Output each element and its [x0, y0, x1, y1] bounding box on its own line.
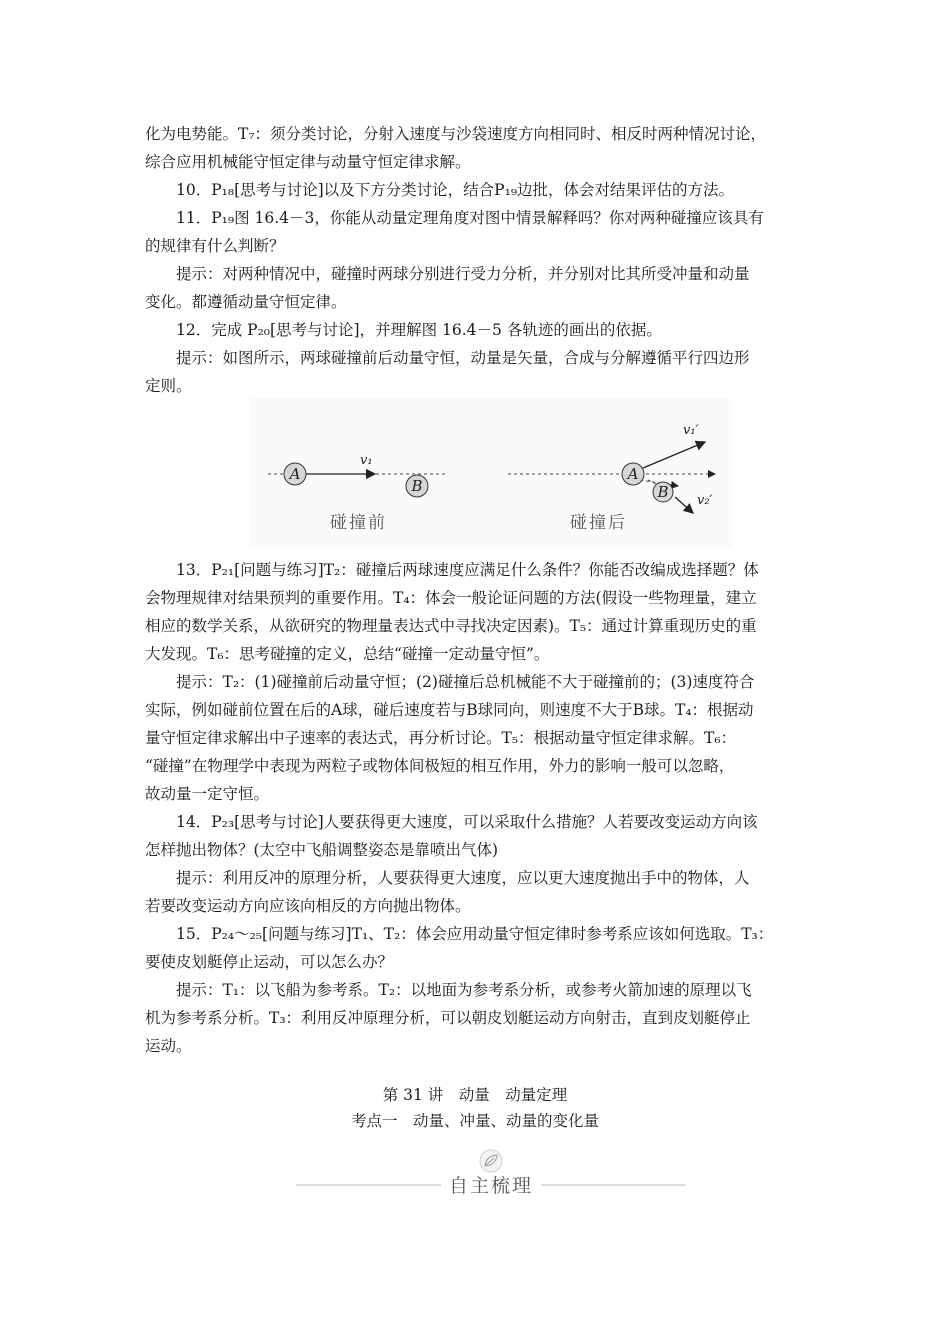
v1-prime-arrow: [643, 442, 705, 468]
item-14-hint: [145, 864, 810, 920]
text-line: 相应的数学关系，从欲研究的物理量表达式中寻找决定因素)。T₅：通过计算重现历史的重: [145, 617, 757, 635]
item-12-hint: [145, 344, 810, 400]
text-line: 11．P₁₉图 16.4－3，你能从动量定理角度对图中情景解释吗？你对两种碰撞应该具有: [176, 209, 764, 227]
item-14: [145, 808, 810, 864]
item-15-hint: [145, 976, 810, 1060]
item-12: [145, 316, 810, 344]
text-line: 故动量一定守恒。: [145, 785, 270, 803]
text-line: 13．P₂₁[问题与练习]T₂：碰撞后两球速度应满足什么条件？你能否改编成选择题？体: [176, 561, 759, 579]
item-13-hint: [145, 668, 810, 808]
text-line: 会物理规律对结果预判的重要作用。T₄：体会一般论证问题的方法(假设一些物理量，建立: [145, 589, 757, 607]
ball-b-after-label: B: [657, 483, 669, 501]
text-line: 运动。: [145, 1037, 192, 1055]
text-line: 提示：如图所示，两球碰撞前后动量守恒，动量是矢量，合成与分解遵循平行四边形: [176, 349, 750, 367]
text-line: 12．完成 P₂₀[思考与讨论]，并理解图 16.4－5 各轨迹的画出的依据。: [176, 321, 662, 339]
v1-label: v₁: [360, 453, 373, 468]
self-study-banner: [296, 1146, 686, 1212]
v2-prime-label: v₂′: [697, 493, 713, 508]
caption-after: 碰撞后: [570, 513, 627, 533]
text-line: 若要改变运动方向应该向相反的方向抛出物体。: [145, 897, 471, 915]
text-line: 变化。都遵循动量守恒定律。: [145, 293, 347, 311]
text-line: 提示：T₁：以飞船为参考系。T₂：以地面为参考系分析，或参考火箭加速的原理以飞: [176, 981, 752, 999]
v2-prime-arrow: [675, 497, 693, 513]
text-line: 14．P₂₃[思考与讨论]人要获得更大速度，可以采取什么措施？人若要改变运动方向该: [176, 813, 758, 831]
item-10: [145, 176, 810, 204]
item-11: [145, 204, 810, 260]
text-line: 提示：对两种情况中，碰撞时两球分别进行受力分析，并分别对比其所受冲量和动量: [176, 265, 750, 283]
collision-figure: [250, 398, 732, 548]
text-line: 要使皮划艇停止运动，可以怎么办？: [145, 953, 394, 971]
text-line: “碰撞”在物理学中表现为两粒子或物体间极短的相互作用，外力的影响一般可以忽略，: [145, 757, 735, 775]
item-11-hint: [145, 260, 810, 316]
text-line: 提示：T₂：(1)碰撞前后动量守恒；(2)碰撞后总机械能不大于碰撞前的；(3)速度符合: [176, 673, 755, 691]
ball-a-label: A: [289, 465, 301, 483]
section-title: 考点一 动量、冲量、动量的变化量: [350, 1112, 599, 1130]
text-line: 化为电势能。T₇：须分类讨论，分射入速度与沙袋速度方向相同时、相反时两种情况讨论，: [145, 125, 767, 143]
caption-before: 碰撞前: [330, 513, 387, 533]
text-line: 怎样抛出物体？(太空中飞船调整姿态是靠喷出气体): [145, 841, 499, 859]
ball-b-label: B: [411, 477, 423, 495]
ball-a-after-label: A: [627, 465, 639, 483]
paragraph-t7-continued: [145, 120, 810, 176]
text-line: 提示：利用反冲的原理分析，人要获得更大速度，应以更大速度抛出手中的物体，人: [176, 869, 750, 887]
banner-graphic: [296, 1146, 686, 1212]
v1-prime-label: v₁′: [683, 423, 699, 438]
text-line: 的规律有什么判断？: [145, 237, 285, 255]
lecture-title: 第 31 讲 动量 动量定理: [382, 1086, 568, 1104]
text-line: 定则。: [145, 377, 192, 395]
item-13: [145, 556, 810, 668]
banner-label: 自主梳理: [448, 1175, 534, 1197]
text-line: 量守恒定律求解出中子速率的表达式，再分析讨论。T₅：根据动量守恒定律求解。T₆：: [145, 729, 737, 747]
text-line: 大发现。T₆：思考碰撞的定义，总结“碰撞一定动量守恒”。: [145, 645, 550, 663]
collision-diagram: [250, 398, 732, 548]
text-line: 机为参考系分析。T₃：利用反冲原理分析，可以朝皮划艇运动方向射击，直到皮划艇停止: [145, 1009, 751, 1027]
text-line: 15．P₂₄～₂₅[问题与练习]T₁、T₂：体会应用动量守恒定律时参考系应该如何选取。T₃：: [176, 925, 774, 943]
text-line: 实际，例如碰前位置在后的A球，碰后速度若与B球同向，则速度不大于B球。T₄：根据动: [145, 701, 754, 719]
text-line: 综合应用机械能守恒定律与动量守恒定律求解。: [145, 153, 471, 171]
text-line: 10．P₁₈[思考与讨论]以及下方分类讨论，结合P₁₉边批，体会对结果评估的方法。: [176, 181, 735, 199]
item-15: [145, 920, 810, 976]
